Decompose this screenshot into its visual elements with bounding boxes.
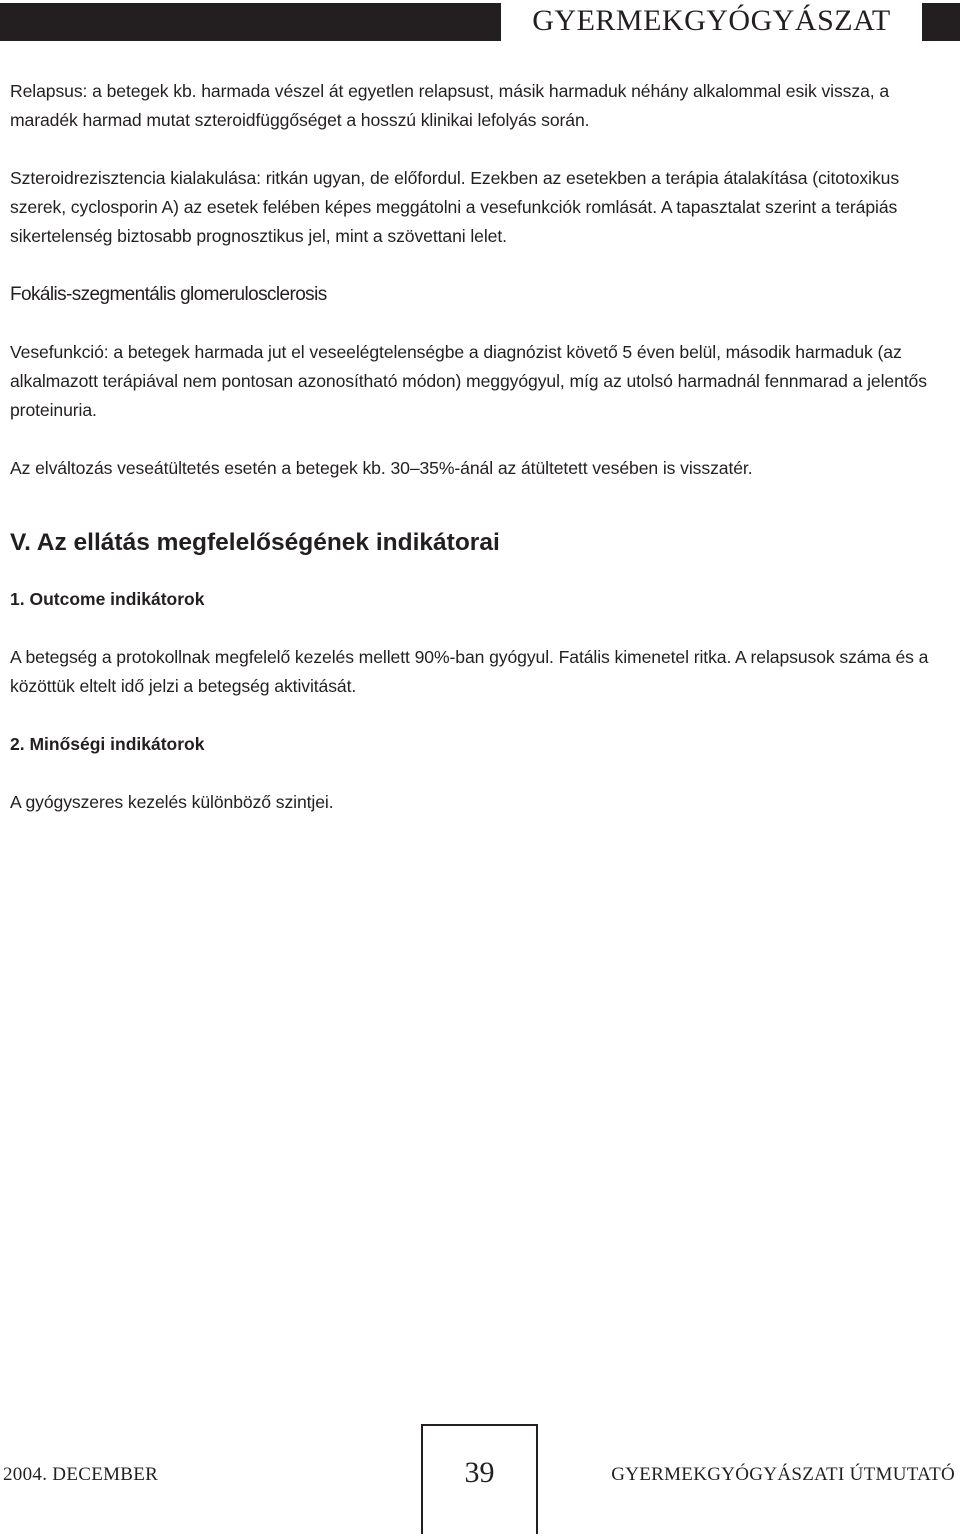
page-number: 39 [464, 1456, 495, 1489]
page-content [10, 77, 945, 817]
page-footer [0, 1424, 960, 1538]
paragraph-elvaltozas: Az elváltozás veseátültetés esetén a betegek kb. 30–35%-ánál az átültetett vesében is visszatér. [10, 458, 753, 478]
subsection-heading-outcome: 1. Outcome indikátorok [10, 589, 205, 609]
paragraph-szteroidrezisztencia: Szteroidrezisztencia kialakulása: ritkán ugyan, de előfordul. Ezekben az esetekben a terápia átalakítása (citotoxikus szerek, cyclosporin A) az esetek felében képes meggátolni a vesefunkciók romlását. A tapasztalat szerint a terápiás sikertelenség biztosabb prognosztikus jel, mint a szövettani lelet. [10, 168, 900, 246]
header-title: GYERMEKGYÓGYÁSZAT [532, 4, 891, 37]
section-heading: V. Az ellátás megfelelőségének indikátorai [10, 529, 500, 556]
paragraph-minosegi: A gyógyszeres kezelés különböző szintjei. [10, 792, 334, 812]
paragraph-outcome: A betegség a protokollnak megfelelő kezelés mellett 90%-ban gyógyul. Fatális kimenetel ritka. A relapsusok száma és a közöttük eltelt idő jelzi a betegség aktivitását. [10, 647, 929, 696]
page-header [0, 0, 960, 44]
footer-date: 2004. DECEMBER [3, 1464, 159, 1485]
header-bar-left [0, 3, 501, 41]
page-number-box [421, 1424, 538, 1534]
footer-publication: GYERMEKGYÓGYÁSZATI ÚTMUTATÓ [611, 1464, 955, 1485]
subheading-fokalis: Fokális-szegmentális glomerulosclerosis [10, 284, 327, 305]
header-bar-right [922, 3, 960, 41]
paragraph-vesefunkcio: Vesefunkció: a betegek harmada jut el veseelégtelenségbe a diagnózist követő 5 éven belül, második harmaduk (az alkalmazott terápiával nem pontosan azonosítható módon) meggyógyul, míg az utolsó harmadnál fennmarad a jelentős proteinuria. [10, 342, 927, 420]
paragraph-relapsus: Relapsus: a betegek kb. harmada vészel át egyetlen relapsust, másik harmaduk néhány alkalommal esik vissza, a maradék harmad mutat szteroidfüggőséget a hosszú klinikai lefolyás során. [10, 81, 890, 130]
subsection-heading-minosegi: 2. Minőségi indikátorok [10, 734, 205, 754]
